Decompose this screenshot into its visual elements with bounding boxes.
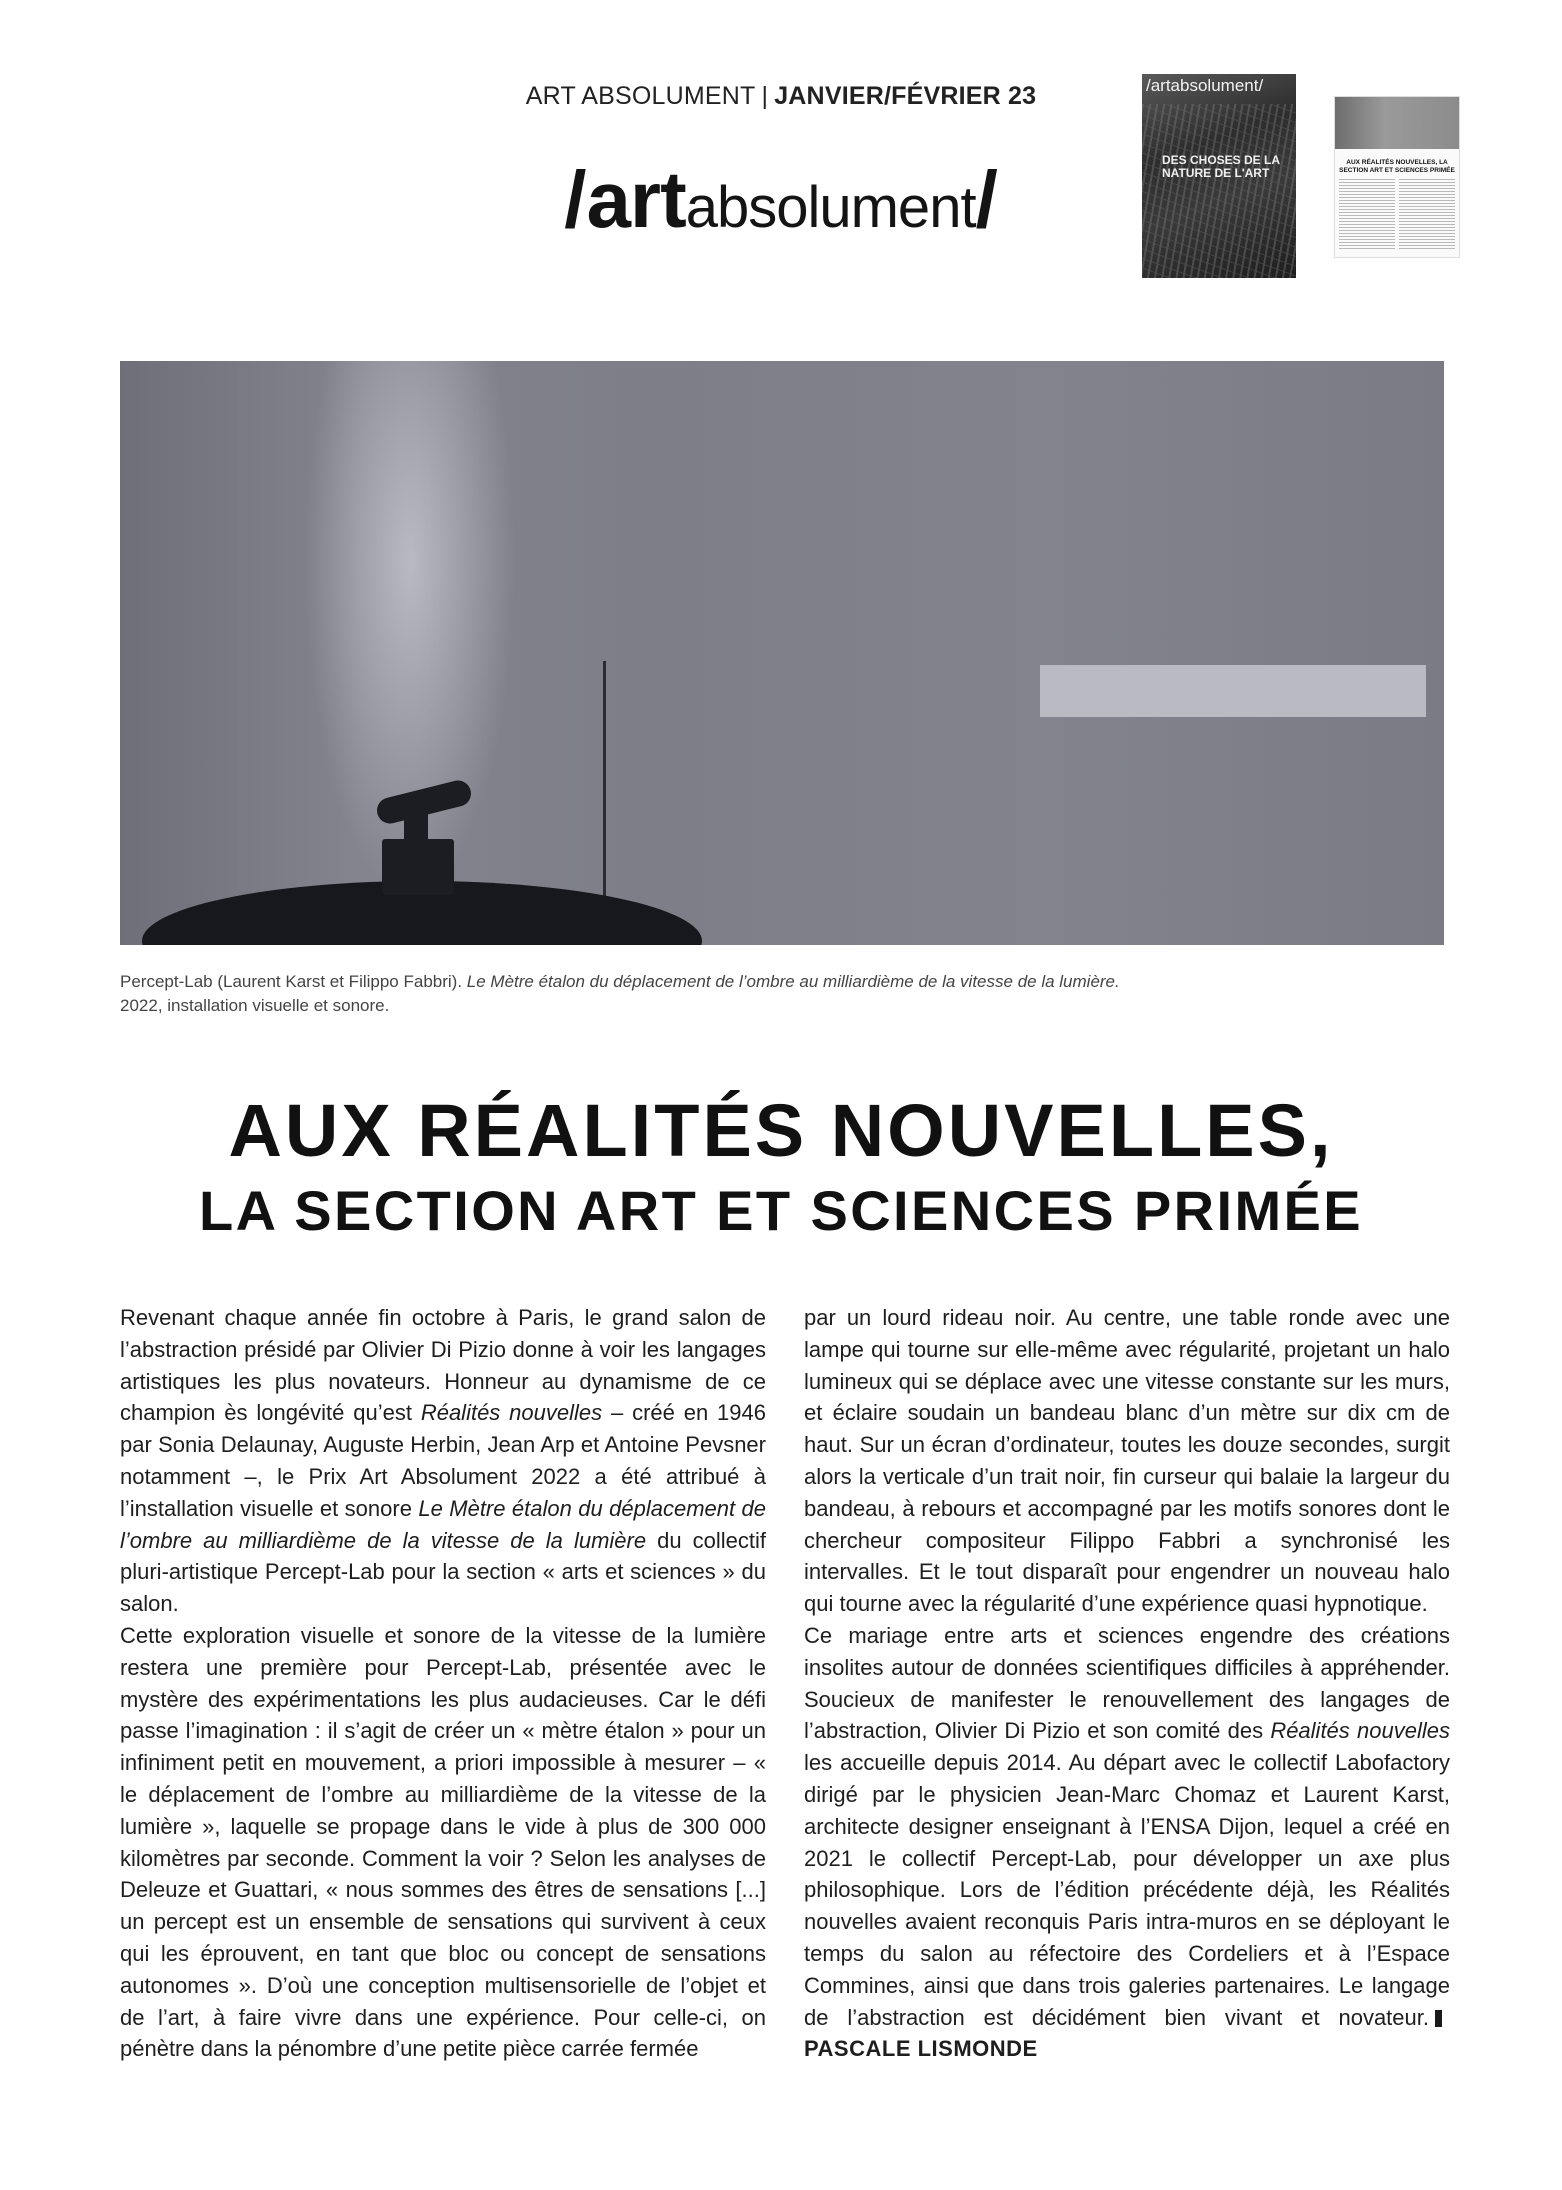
masthead-line <box>0 82 1562 111</box>
page-preview-thumbnail <box>1334 96 1460 258</box>
author-marker <box>1435 2010 1442 2027</box>
magazine-name: ART ABSOLUMENT <box>525 82 756 110</box>
p4-text-c: les accueille depuis 2014. Au départ avec le collectif Labofactory dirigé par le physicien Jean-Marc Chomaz et Laurent Karst, architecte designer enseignant à l’ENSA Dijon, lequel a créé en 2021 le collectif Percept-Lab, pour développer un axe plus philosophique. Lors de l’édition précédente déjà, les Réalités nouvelles avaient reconquis Paris intra-muros en se déployant le temps du salon au réfectoire des Cordeliers et à l’Espace Commines, ainsi que dans trois galeries partenaires. Le langage de l’abstraction est décidément bien vivant et novateur. <box>804 1750 1450 2030</box>
article-column-right <box>804 1302 1450 2065</box>
logo-slash-right: / <box>975 155 998 244</box>
article-title-line1: AUX RÉALITÉS NOUVELLES, <box>228 1089 1334 1172</box>
caption-title: Le Mètre étalon du déplacement de l’ombre au milliardième de la vitesse de la lumière. <box>466 972 1120 991</box>
paragraph-4 <box>804 1620 1450 2065</box>
rotating-rod <box>603 661 606 917</box>
illuminated-white-band <box>1040 665 1426 717</box>
paragraph-3: par un lourd rideau noir. Au centre, une table ronde avec une lampe qui tourne sur elle-même avec régularité, projetant un halo lumineux qui se déplace avec une vitesse constante sur les murs, et éclaire soudain un bandeau blanc d’un mètre sur dix cm de haut. Sur un écran d’ordinateur, toutes les douze secondes, surgit alors la verticale d’un trait noir, fin curseur qui balaie la largeur du bandeau, à rebours et accompagné par les motifs sonores dont le chercheur compositeur Filippo Fabbri a synchronisé les intervalles. Et le tout disparaît pour engendrer un nouveau halo qui tourne avec la régularité d’une expérience quasi hypnotique. <box>804 1305 1450 1617</box>
lamp-base <box>382 839 454 895</box>
issue-date: JANVIER/FÉVRIER 23 <box>774 82 1037 110</box>
article-column-left <box>120 1302 766 2065</box>
magazine-cover-thumbnail <box>1142 74 1296 278</box>
caption-detail: 2022, installation visuelle et sonore. <box>120 996 390 1015</box>
p4-italic-salon: Réalités nouvelles <box>1270 1718 1450 1744</box>
cover-logo: /artabsolument/ <box>1146 76 1264 95</box>
p1-text-e: du collectif pluri-artistique Percept-Lab pour la section « arts et sciences » du salon. <box>120 1527 767 1617</box>
p4-text-a: Ce mariage entre arts et sciences engendre des créations insolites autour de données scientifiques difficiles à appréhender. Soucieux de manifester le renouvellement des langages de l’abstraction, Olivier Di Pizio et son comité des <box>804 1622 1450 1744</box>
preview-photo <box>1335 97 1459 149</box>
preview-title: AUX RÉALITÉS NOUVELLES, LA SECTION ART ET SCIENCES PRIMÉE <box>1339 159 1455 174</box>
installation-photo <box>120 361 1444 945</box>
p1-text-a: Revenant chaque année fin octobre à Paris, le grand salon de l’abstraction présidé par Olivier Di Pizio donne à voir les langages artistiques les plus novateurs. Honneur au dynamisme de ce champion ès longévité qu’est <box>120 1305 766 1426</box>
p1-text-c: – créé en 1946 par Sonia Delaunay, Auguste Herbin, Jean Arp et Antoine Pevsner notamment –, le Prix Art Absolument 2022 a été attribué à l’installation visuelle et sonore <box>120 1400 766 1521</box>
paragraph-2: Cette exploration visuelle et sonore de la vitesse de la lumière restera une première pour Percept-Lab, présentée avec le mystère des expérimentations les plus audacieuses. Car le défi passe l’imagination : il s’agit de créer un « mètre étalon » pour un infiniment petit en mouvement, a priori impossible à mesurer – « le déplacement de l’ombre au milliardième de la vitesse de la lumière », laquelle se propage dans le vide à plus de 300 000 kilomètres par seconde. Comment la voir ? Selon les analyses de Deleuze et Guattari, « nous sommes des êtres de sensations [...] un percept est un ensemble de sensations qui survivent à ceux qui les éprouvent, en tant que bloc ou concept de sensations autonomes ». D’où une conception multisensorielle de l’objet et de l’art, à faire vivre dans une expérience. Pour celle-ci, on pénètre dans la pénombre d’une petite pièce carrée fermée <box>120 1622 766 2062</box>
photo-caption <box>120 970 1444 1018</box>
article-title-line2: LA SECTION ART ET SCIENCES PRIMÉE <box>198 1179 1364 1242</box>
paragraph-1 <box>120 1302 766 1620</box>
p1-italic-work-title: Le Mètre étalon du déplacement de l’ombre au milliardième de la vitesse de la lumière <box>120 1495 767 1553</box>
logo-art: art <box>586 155 686 244</box>
preview-column-gap <box>1395 179 1399 251</box>
article-author: PASCALE LISMONDE <box>804 2036 1038 2062</box>
caption-credit: Percept-Lab (Laurent Karst et Filippo Fabbri). <box>120 972 467 991</box>
p1-italic-salon: Réalités nouvelles <box>420 1400 603 1426</box>
cover-texture <box>1142 104 1296 278</box>
cover-headline: DES CHOSES DE LA NATURE DE L'ART <box>1162 153 1280 180</box>
magazine-logo <box>0 155 1562 244</box>
logo-slash-left: / <box>564 155 587 244</box>
logo-absolument: absolument <box>685 175 976 240</box>
masthead-separator: | <box>761 82 769 110</box>
